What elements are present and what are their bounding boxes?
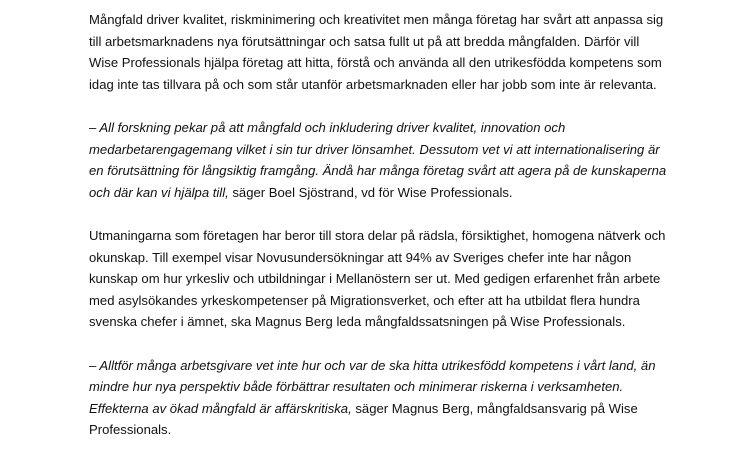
quote-attribution-line: Professionals. (89, 422, 172, 438)
text-line: Mångfald driver kvalitet, riskminimering och kreativitet men många företag har svårt att anpassa sig (89, 12, 664, 27)
quote-line: en förutsättning för långsiktig framgång. Ändå har många företag svårt att agera på de kunskaperna (89, 163, 667, 179)
quote-line: mindre hur nya perspektiv både förbättrar resultaten och minimerar riskerna i verksamheten. (89, 379, 624, 395)
quote-attribution: säger Boel Sjöstrand, vd för Wise Professionals. (228, 184, 513, 200)
quote-attribution-line (89, 398, 679, 420)
text-line: till arbetsmarknadens nya förutsättningar och satsa fullt ut på att bredda mångfalden. Därför vill (89, 33, 640, 49)
quote-attribution: säger Magnus Berg, mångfaldsansvarig på Wise (351, 400, 638, 416)
quote-line: medarbetarengagemang vilket i sin tur driver lönsamhet. Dessutom vet vi att internationalisering är (89, 141, 660, 157)
text-line: okunskap. Till exempel visar Novusundersökningar att 94% av Sveriges chefer inte har någon (89, 249, 632, 265)
quote-ending: Effekterna av ökad mångfald är affärskritiska, (89, 400, 352, 416)
quote-ending: och där kan vi hjälpa till, (89, 184, 229, 200)
quote-line: – All forskning pekar på att mångfald och inkludering driver kvalitet, innovation och (89, 119, 566, 135)
text-line: svenska chefer i ämnet, ska Magnus Berg leda mångfaldssatsningen på Wise Professionals. (89, 314, 626, 330)
challenges-paragraph (89, 225, 679, 333)
quote-boel-sjostrand (89, 117, 679, 203)
quote-attribution-line (89, 182, 679, 204)
text-line: idag inte tas tillvara på och som står utanför arbetsmarknaden eller har jobb som inte är relevanta. (89, 76, 657, 92)
text-line: Utmaningarna som företagen har beror till stora delar på rädsla, försiktighet, homogena nätverk och (89, 227, 666, 243)
text-line: Wise Professionals hjälpa företag att hitta, förstå och använda all den utrikesfödda kompetens som (89, 55, 662, 71)
quote-magnus-berg (89, 355, 679, 441)
quote-line: – Alltför många arbetsgivare vet inte hur och var de ska hitta utrikesfödd kompetens i vårt land, än (89, 357, 656, 373)
text-line: kunskap om hur yrkesliv och utbildningar i Mellanöstern ser ut. Med gedigen erfarenhet från arbete (89, 271, 661, 287)
text-line: med asylsökandes yrkeskompetenser på Migrationsverket, och efter att ha utbildat flera hundra (89, 292, 640, 308)
intro-paragraph (89, 9, 679, 95)
document-body (89, 9, 679, 462)
